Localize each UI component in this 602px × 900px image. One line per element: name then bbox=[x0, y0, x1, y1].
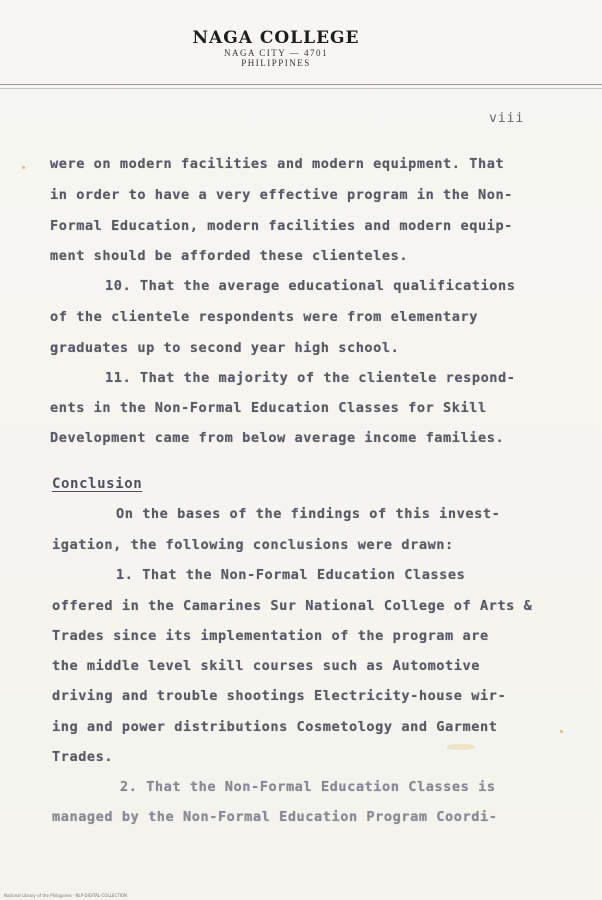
college-country: PHILIPPINES bbox=[241, 58, 311, 68]
page-number: viii bbox=[489, 111, 525, 126]
scan-footer: National Library of the Philippines · NLP-DIGITAL-COLLECTION bbox=[4, 893, 128, 898]
college-name: NAGA COLLEGE bbox=[192, 28, 360, 48]
body-line: of the clientele respondents were from elementary bbox=[50, 309, 478, 325]
conclusion-line: offered in the Camarines Sur National College of Arts & bbox=[52, 598, 533, 614]
body-line: Development came from below average income families. bbox=[50, 430, 505, 446]
body-line: Formal Education, modern facilities and modern equip- bbox=[50, 218, 513, 234]
body-line: 10. That the average educational qualifications bbox=[105, 278, 516, 294]
body-line: in order to have a very effective program in the Non- bbox=[50, 187, 513, 203]
conclusion-line: managed by the Non-Formal Education Program Coordi- bbox=[52, 809, 498, 825]
body-line: were on modern facilities and modern equipment. That bbox=[50, 156, 505, 172]
body-line: ment should be afforded these clienteles. bbox=[50, 248, 409, 264]
paper-spot bbox=[560, 730, 563, 733]
conclusion-line: ing and power distributions Cosmetology and Garment bbox=[52, 719, 498, 735]
conclusion-line: Trades. bbox=[52, 749, 114, 765]
college-city: NAGA CITY — 4701 bbox=[224, 48, 328, 58]
section-heading: Conclusion bbox=[52, 476, 143, 492]
conclusion-line: 2. That the Non-Formal Education Classes is bbox=[120, 779, 496, 795]
conclusion-line: the middle level skill courses such as Automotive bbox=[52, 658, 480, 674]
body-line: 11. That the majority of the clientele respond- bbox=[105, 370, 516, 386]
conclusion-line: On the bases of the findings of this invest- bbox=[116, 506, 501, 522]
paper-spot bbox=[22, 166, 25, 169]
conclusion-line: 1. That the Non-Formal Education Classes bbox=[116, 567, 466, 583]
letterhead-rule bbox=[0, 84, 602, 85]
conclusion-line: igation, the following conclusions were drawn: bbox=[52, 537, 454, 553]
body-line: ents in the Non-Formal Education Classes for Skill bbox=[50, 400, 487, 416]
conclusion-line: driving and trouble shootings Electricity-house wir- bbox=[52, 688, 507, 704]
paper-stain bbox=[447, 744, 475, 750]
body-line: graduates up to second year high school. bbox=[50, 340, 400, 356]
letterhead bbox=[0, 28, 552, 68]
conclusion-line: Trades since its implementation of the program are bbox=[52, 628, 489, 644]
letterhead-rule-secondary bbox=[0, 88, 602, 89]
